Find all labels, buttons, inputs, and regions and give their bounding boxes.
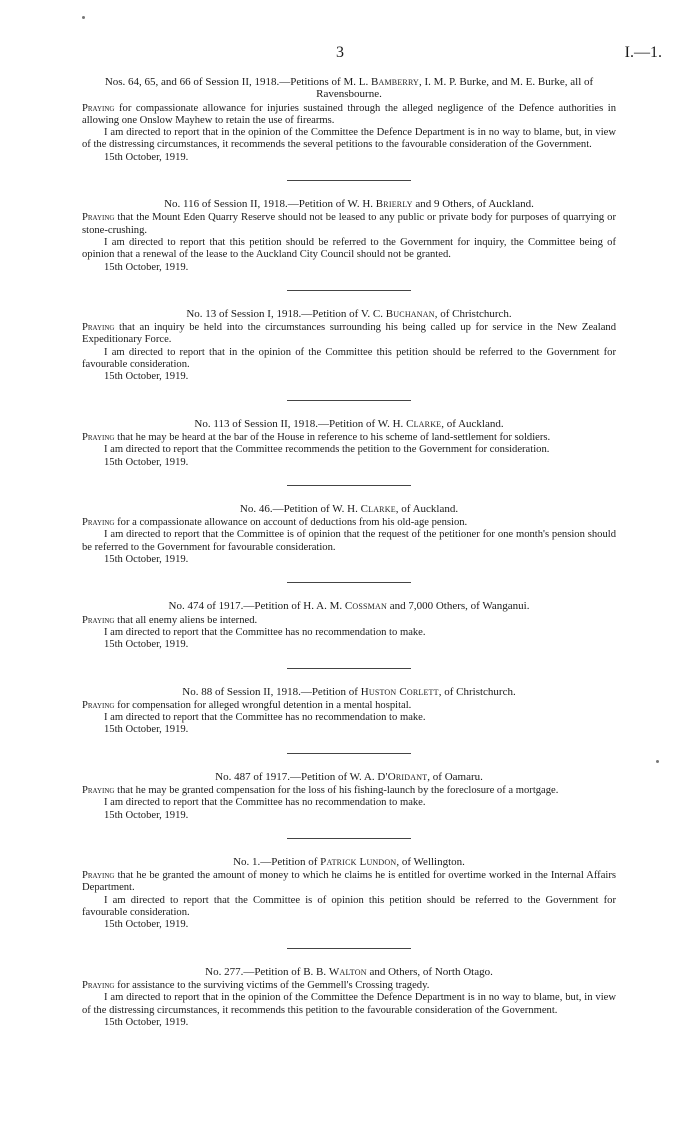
praying-paragraph: [82, 980, 616, 992]
petitioner-name: Buchanan: [385, 307, 435, 320]
petition-number: No. 88 of Session II, 1918.—Petition of: [182, 685, 361, 698]
page-number: 3: [336, 44, 344, 61]
petitions-list: [82, 76, 616, 1029]
petition-number: No. 1.—Petition of: [233, 855, 321, 868]
praying-word: Praying: [82, 517, 115, 529]
praying-word: Praying: [82, 870, 115, 882]
petition-body: [82, 615, 616, 652]
praying-text: that all enemy aliens be interned.: [114, 614, 258, 626]
report-date: 15th October, 1919.: [104, 919, 189, 931]
petition-title: [82, 503, 616, 515]
petitioner-name: Walton: [328, 965, 367, 978]
praying-paragraph: [82, 212, 616, 237]
report-date: 15th October, 1919.: [104, 456, 189, 468]
petition-entry: [82, 418, 616, 469]
petition-entry: [82, 308, 616, 384]
page-header: [0, 44, 700, 66]
praying-word: Praying: [82, 102, 115, 114]
petition-entry: [82, 856, 616, 932]
praying-paragraph: [82, 785, 616, 797]
petition-entry: [82, 771, 616, 822]
committee-report: I am directed to report that the Committee has no recommendation to make.: [104, 712, 426, 724]
petition-origin: , of Oamaru.: [427, 770, 483, 783]
petition-origin: and Others, of North Otago.: [366, 965, 493, 978]
praying-text: that the Mount Eden Quarry Reserve should not be leased to any public or private body for purposes of quarrying or stone-crushing.: [82, 212, 616, 236]
petition-origin: , of Auckland.: [395, 502, 459, 515]
petition-body: [82, 432, 616, 469]
petition-entry: [82, 503, 616, 566]
petition-title: [82, 856, 616, 868]
petition-number: No. 113 of Session II, 1918.—Petition of W. H.: [194, 417, 407, 430]
section-divider: [287, 290, 411, 291]
committee-report: I am directed to report that the Committee is of opinion this petition should be referred to the Government for favourable consideration.: [82, 894, 616, 919]
petition-number: No. 487 of 1917.—Petition of W. A.: [215, 770, 378, 783]
section-divider: [287, 753, 411, 754]
petition-origin: and 7,000 Others, of Wanganui.: [386, 600, 530, 613]
praying-paragraph: [82, 870, 616, 895]
report-date: 15th October, 1919.: [104, 639, 189, 651]
section-divider: [287, 400, 411, 401]
petitioner-name: Patrick Lundon: [320, 855, 397, 868]
section-divider: [287, 948, 411, 949]
petitioner-name: Brierly: [375, 198, 413, 211]
petition-number: No. 116 of Session II, 1918.—Petition of W. H.: [164, 198, 376, 211]
petition-title: [82, 966, 616, 978]
praying-paragraph: [82, 432, 616, 444]
petitioner-name: D'Oridant: [377, 770, 428, 783]
praying-word: Praying: [82, 431, 115, 443]
report-date: 15th October, 1919.: [104, 1016, 189, 1028]
petition-title: [82, 198, 616, 210]
petition-body: [82, 700, 616, 737]
petitioner-name: Clarke: [406, 417, 442, 430]
praying-word: Praying: [82, 614, 115, 626]
committee-report: I am directed to report that this petition should be referred to the Government for inquiry, the Committee being of opinion that a renewal of the lease to the Auckland City Council should not be granted.: [82, 236, 616, 261]
petition-title: [82, 418, 616, 430]
petition-body: [82, 785, 616, 822]
petition-body: [82, 103, 616, 164]
petition-body: [82, 212, 616, 273]
praying-text: that an inquiry be held into the circumstances surrounding his being called up for service in the New Zealand Expeditionary Force.: [82, 322, 616, 346]
petition-origin: , of Auckland.: [441, 417, 504, 430]
praying-paragraph: [82, 700, 616, 712]
praying-text: that he may be heard at the bar of the House in reference to his scheme of land-settlement for soldiers.: [114, 431, 551, 443]
praying-paragraph: [82, 322, 616, 347]
petition-entry: [82, 966, 616, 1029]
section-divider: [287, 180, 411, 181]
petitioner-name: Huston Corlett: [360, 685, 439, 698]
petition-number: No. 13 of Session I, 1918.—Petition of V. C.: [186, 307, 386, 320]
petition-origin: and 9 Others, of Auckland.: [412, 198, 534, 211]
praying-text: for assistance to the surviving victims of the Gemmell's Crossing tragedy.: [114, 979, 430, 991]
petition-entry: [82, 600, 616, 651]
praying-text: for compensation for alleged wrongful detention in a mental hospital.: [114, 699, 412, 711]
petition-body: [82, 517, 616, 566]
praying-text: that he may be granted compensation for the loss of his fishing-launch by the foreclosure of a mortgage.: [114, 784, 559, 796]
praying-paragraph: [82, 103, 616, 128]
petition-number: Nos. 64, 65, and 66 of Session II, 1918.—Petitions of M. L.: [104, 76, 371, 88]
scan-speck: [656, 760, 659, 763]
petition-entry: [82, 198, 616, 274]
committee-report: I am directed to report that the Committee has no recommendation to make.: [104, 626, 426, 638]
petition-title: [82, 308, 616, 320]
petitioner-name: Cossman: [344, 600, 387, 613]
section-divider: [287, 582, 411, 583]
scan-speck: [82, 16, 85, 19]
petition-entry: [82, 686, 616, 737]
committee-report: I am directed to report that in the opinion of the Committee the Defence Department is in no way to blame, but, in view of the distressing circumstances, it recommends this petition to the favourable consideration of the Government.: [82, 992, 616, 1016]
petitioner-name: Clarke: [360, 502, 396, 515]
petition-number: No. 277.—Petition of B. B.: [205, 965, 329, 978]
petition-body: [82, 322, 616, 383]
petition-number: No. 474 of 1917.—Petition of H. A. M.: [168, 600, 345, 613]
petition-title: [82, 771, 616, 783]
report-date: 15th October, 1919.: [104, 371, 189, 383]
praying-word: Praying: [82, 979, 115, 991]
praying-text: for compassionate allowance for injuries sustained through the alleged negligence of the Defence authorities in allowing one Onslow Mayhew to retain the use of firearms.: [82, 102, 616, 126]
committee-report: I am directed to report that in the opinion of the Committee this petition should be referred to the Government for favourable consideration.: [82, 346, 616, 371]
petition-origin: , I. M. P. Burke, and M. E. Burke, all of Ravensbourne.: [316, 76, 594, 101]
petition-body: [82, 870, 616, 931]
petition-number: No. 46.—Petition of W. H.: [239, 502, 361, 515]
praying-word: Praying: [82, 212, 115, 224]
petition-title: [82, 686, 616, 698]
report-date: 15th October, 1919.: [104, 151, 189, 163]
petition-entry: [82, 76, 616, 164]
report-date: 15th October, 1919.: [104, 724, 189, 736]
petition-title: [82, 600, 616, 612]
report-date: 15th October, 1919.: [104, 554, 189, 566]
committee-report: I am directed to report that the Committee is of opinion that the request of the petitioner for one month's pension should be referred to the Government for favourable consideration.: [82, 529, 616, 553]
document-reference: I.—1.: [624, 44, 662, 61]
praying-word: Praying: [82, 784, 115, 796]
praying-word: Praying: [82, 699, 115, 711]
committee-report: I am directed to report that the Committee has no recommendation to make.: [104, 797, 426, 809]
report-date: 15th October, 1919.: [104, 809, 189, 821]
report-date: 15th October, 1919.: [104, 261, 189, 273]
praying-paragraph: [82, 615, 616, 627]
committee-report: I am directed to report that in the opinion of the Committee the Defence Department is in no way to blame, but, in view of the distressing circumstances, it recommends the several petitions to the favourable consideration of the Government.: [82, 127, 616, 151]
praying-text: for a compassionate allowance on account of deductions from his old-age pension.: [114, 517, 468, 529]
praying-paragraph: [82, 517, 616, 529]
petition-origin: , of Christchurch.: [438, 685, 516, 698]
petition-body: [82, 980, 616, 1029]
section-divider: [287, 485, 411, 486]
petition-title: [82, 76, 616, 101]
praying-word: Praying: [82, 322, 115, 334]
petition-origin: , of Christchurch.: [434, 307, 512, 320]
section-divider: [287, 668, 411, 669]
praying-text: that he be granted the amount of money to which he claims he is entitled for overtime worked in the Internal Affairs Department.: [82, 870, 616, 894]
petition-origin: , of Wellington.: [396, 855, 465, 868]
section-divider: [287, 838, 411, 839]
petitioner-name: Bamberry: [370, 76, 420, 88]
committee-report: I am directed to report that the Committee recommends the petition to the Government for consideration.: [104, 444, 550, 456]
